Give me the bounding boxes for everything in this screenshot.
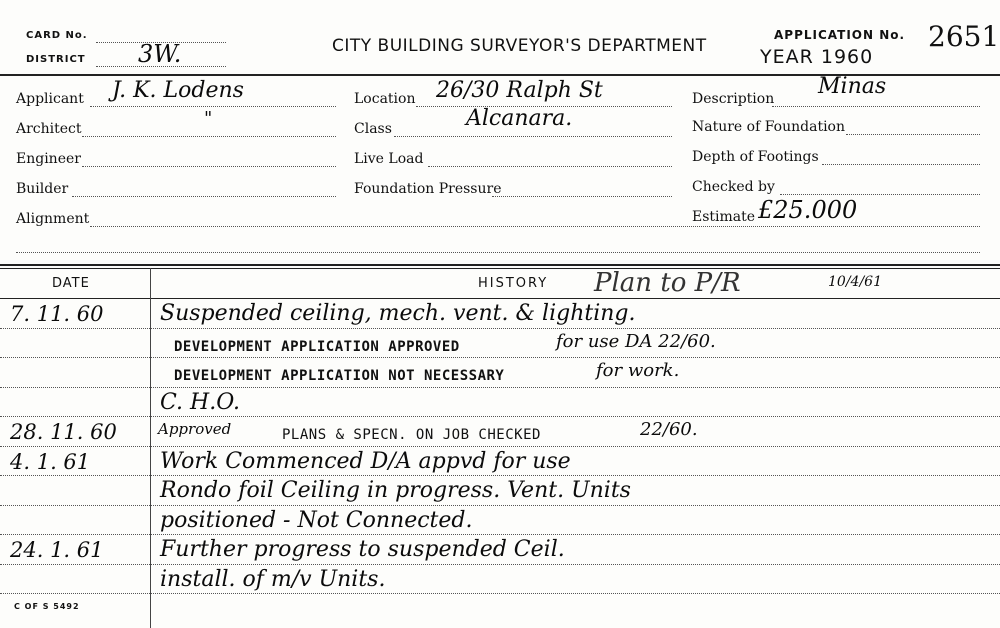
class-line bbox=[394, 136, 672, 137]
card-no-label: CARD No. bbox=[26, 30, 88, 41]
history-row-line bbox=[0, 446, 1000, 447]
history-row-line bbox=[0, 593, 1000, 594]
history-row-text: for work. bbox=[596, 360, 680, 381]
architect-label: Architect bbox=[16, 121, 82, 137]
history-header-note: Plan to P/R bbox=[594, 268, 741, 298]
estimate-value: £25.000 bbox=[758, 196, 858, 224]
history-row-date: 7. 11. 60 bbox=[10, 302, 104, 326]
history-row-stamp: DEVELOPMENT APPLICATION APPROVED bbox=[174, 338, 460, 355]
history-row-line bbox=[0, 328, 1000, 329]
alignment-line bbox=[90, 226, 980, 227]
builder-line bbox=[72, 196, 336, 197]
live-load-line bbox=[428, 166, 672, 167]
foundation-pressure-line bbox=[492, 196, 672, 197]
nature-of-foundation-label: Nature of Foundation bbox=[692, 119, 845, 135]
history-row-line bbox=[0, 416, 1000, 417]
form-code: C OF S 5492 bbox=[14, 602, 80, 611]
location-label: Location bbox=[354, 91, 416, 107]
district-value: 3W. bbox=[138, 40, 182, 68]
builder-label: Builder bbox=[16, 181, 69, 197]
engineer-line bbox=[82, 166, 336, 167]
history-row-date: 4. 1. 61 bbox=[10, 449, 91, 474]
history-row-stamp: PLANS & SPECN. ON JOB CHECKED bbox=[282, 427, 541, 443]
history-row-stamp: DEVELOPMENT APPLICATION NOT NECESSARY bbox=[174, 368, 505, 384]
history-row-annotation: Approved bbox=[158, 420, 232, 438]
department-title: CITY BUILDING SURVEYOR'S DEPARTMENT bbox=[332, 36, 707, 56]
description-line bbox=[772, 106, 980, 107]
history-row-text: Work Commenced D/A appvd for use bbox=[160, 448, 571, 474]
history-row-text: install. of m/v Units. bbox=[160, 566, 386, 592]
history-row-text: C. H.O. bbox=[160, 389, 240, 415]
applicant-line bbox=[90, 106, 336, 107]
history-top-rule bbox=[0, 264, 1000, 266]
description-value: Minas bbox=[818, 74, 887, 99]
foundation-pressure-label: Foundation Pressure bbox=[354, 181, 502, 197]
history-row-line bbox=[0, 564, 1000, 565]
history-column-header: HISTORY bbox=[478, 276, 549, 291]
depth-of-footings-line bbox=[822, 164, 980, 165]
applicant-value: J. K. Lodens bbox=[112, 78, 244, 103]
history-row-date: 28. 11. 60 bbox=[10, 420, 117, 444]
history-row-text: for use DA 22/60. bbox=[556, 330, 716, 352]
application-no-label: APPLICATION No. bbox=[774, 28, 906, 42]
depth-of-footings-label: Depth of Footings bbox=[692, 149, 819, 165]
history-row-text: 22/60. bbox=[640, 419, 698, 440]
architect-value: " bbox=[204, 108, 213, 129]
alignment-label: Alignment bbox=[16, 211, 90, 227]
date-column-divider bbox=[150, 268, 151, 628]
history-header-date: 10/4/61 bbox=[828, 274, 882, 290]
history-row-text: Further progress to suspended Ceil. bbox=[160, 537, 565, 562]
extra-line bbox=[16, 252, 980, 253]
date-column-header: DATE bbox=[52, 276, 90, 291]
history-row-line bbox=[0, 387, 1000, 388]
district-label: DISTRICT bbox=[26, 54, 86, 65]
class-value: Alcanara. bbox=[466, 106, 573, 131]
history-row-line bbox=[0, 475, 1000, 476]
application-no-value: 2651 bbox=[928, 20, 1000, 53]
history-row-line bbox=[0, 505, 1000, 506]
history-row-text: positioned - Not Connected. bbox=[160, 507, 473, 533]
live-load-label: Live Load bbox=[354, 151, 424, 167]
estimate-label: Estimate bbox=[692, 209, 756, 225]
description-label: Description bbox=[692, 91, 775, 107]
applicant-label: Applicant bbox=[16, 91, 84, 107]
location-value: 26/30 Ralph St bbox=[436, 78, 603, 103]
history-row-line bbox=[0, 534, 1000, 535]
history-row-text: Suspended ceiling, mech. vent. & lighting. bbox=[160, 301, 636, 326]
history-row-date: 24. 1. 61 bbox=[10, 538, 104, 562]
history-row-text: Rondo foil Ceiling in progress. Vent. Units bbox=[160, 478, 631, 503]
year-label: YEAR 1960 bbox=[760, 46, 874, 68]
architect-line bbox=[82, 136, 336, 137]
checked-by-label: Checked by bbox=[692, 179, 775, 195]
history-row-line bbox=[0, 357, 1000, 358]
checked-by-line bbox=[780, 194, 980, 195]
engineer-label: Engineer bbox=[16, 151, 81, 167]
nature-of-foundation-line bbox=[846, 134, 980, 135]
class-label: Class bbox=[354, 121, 392, 137]
